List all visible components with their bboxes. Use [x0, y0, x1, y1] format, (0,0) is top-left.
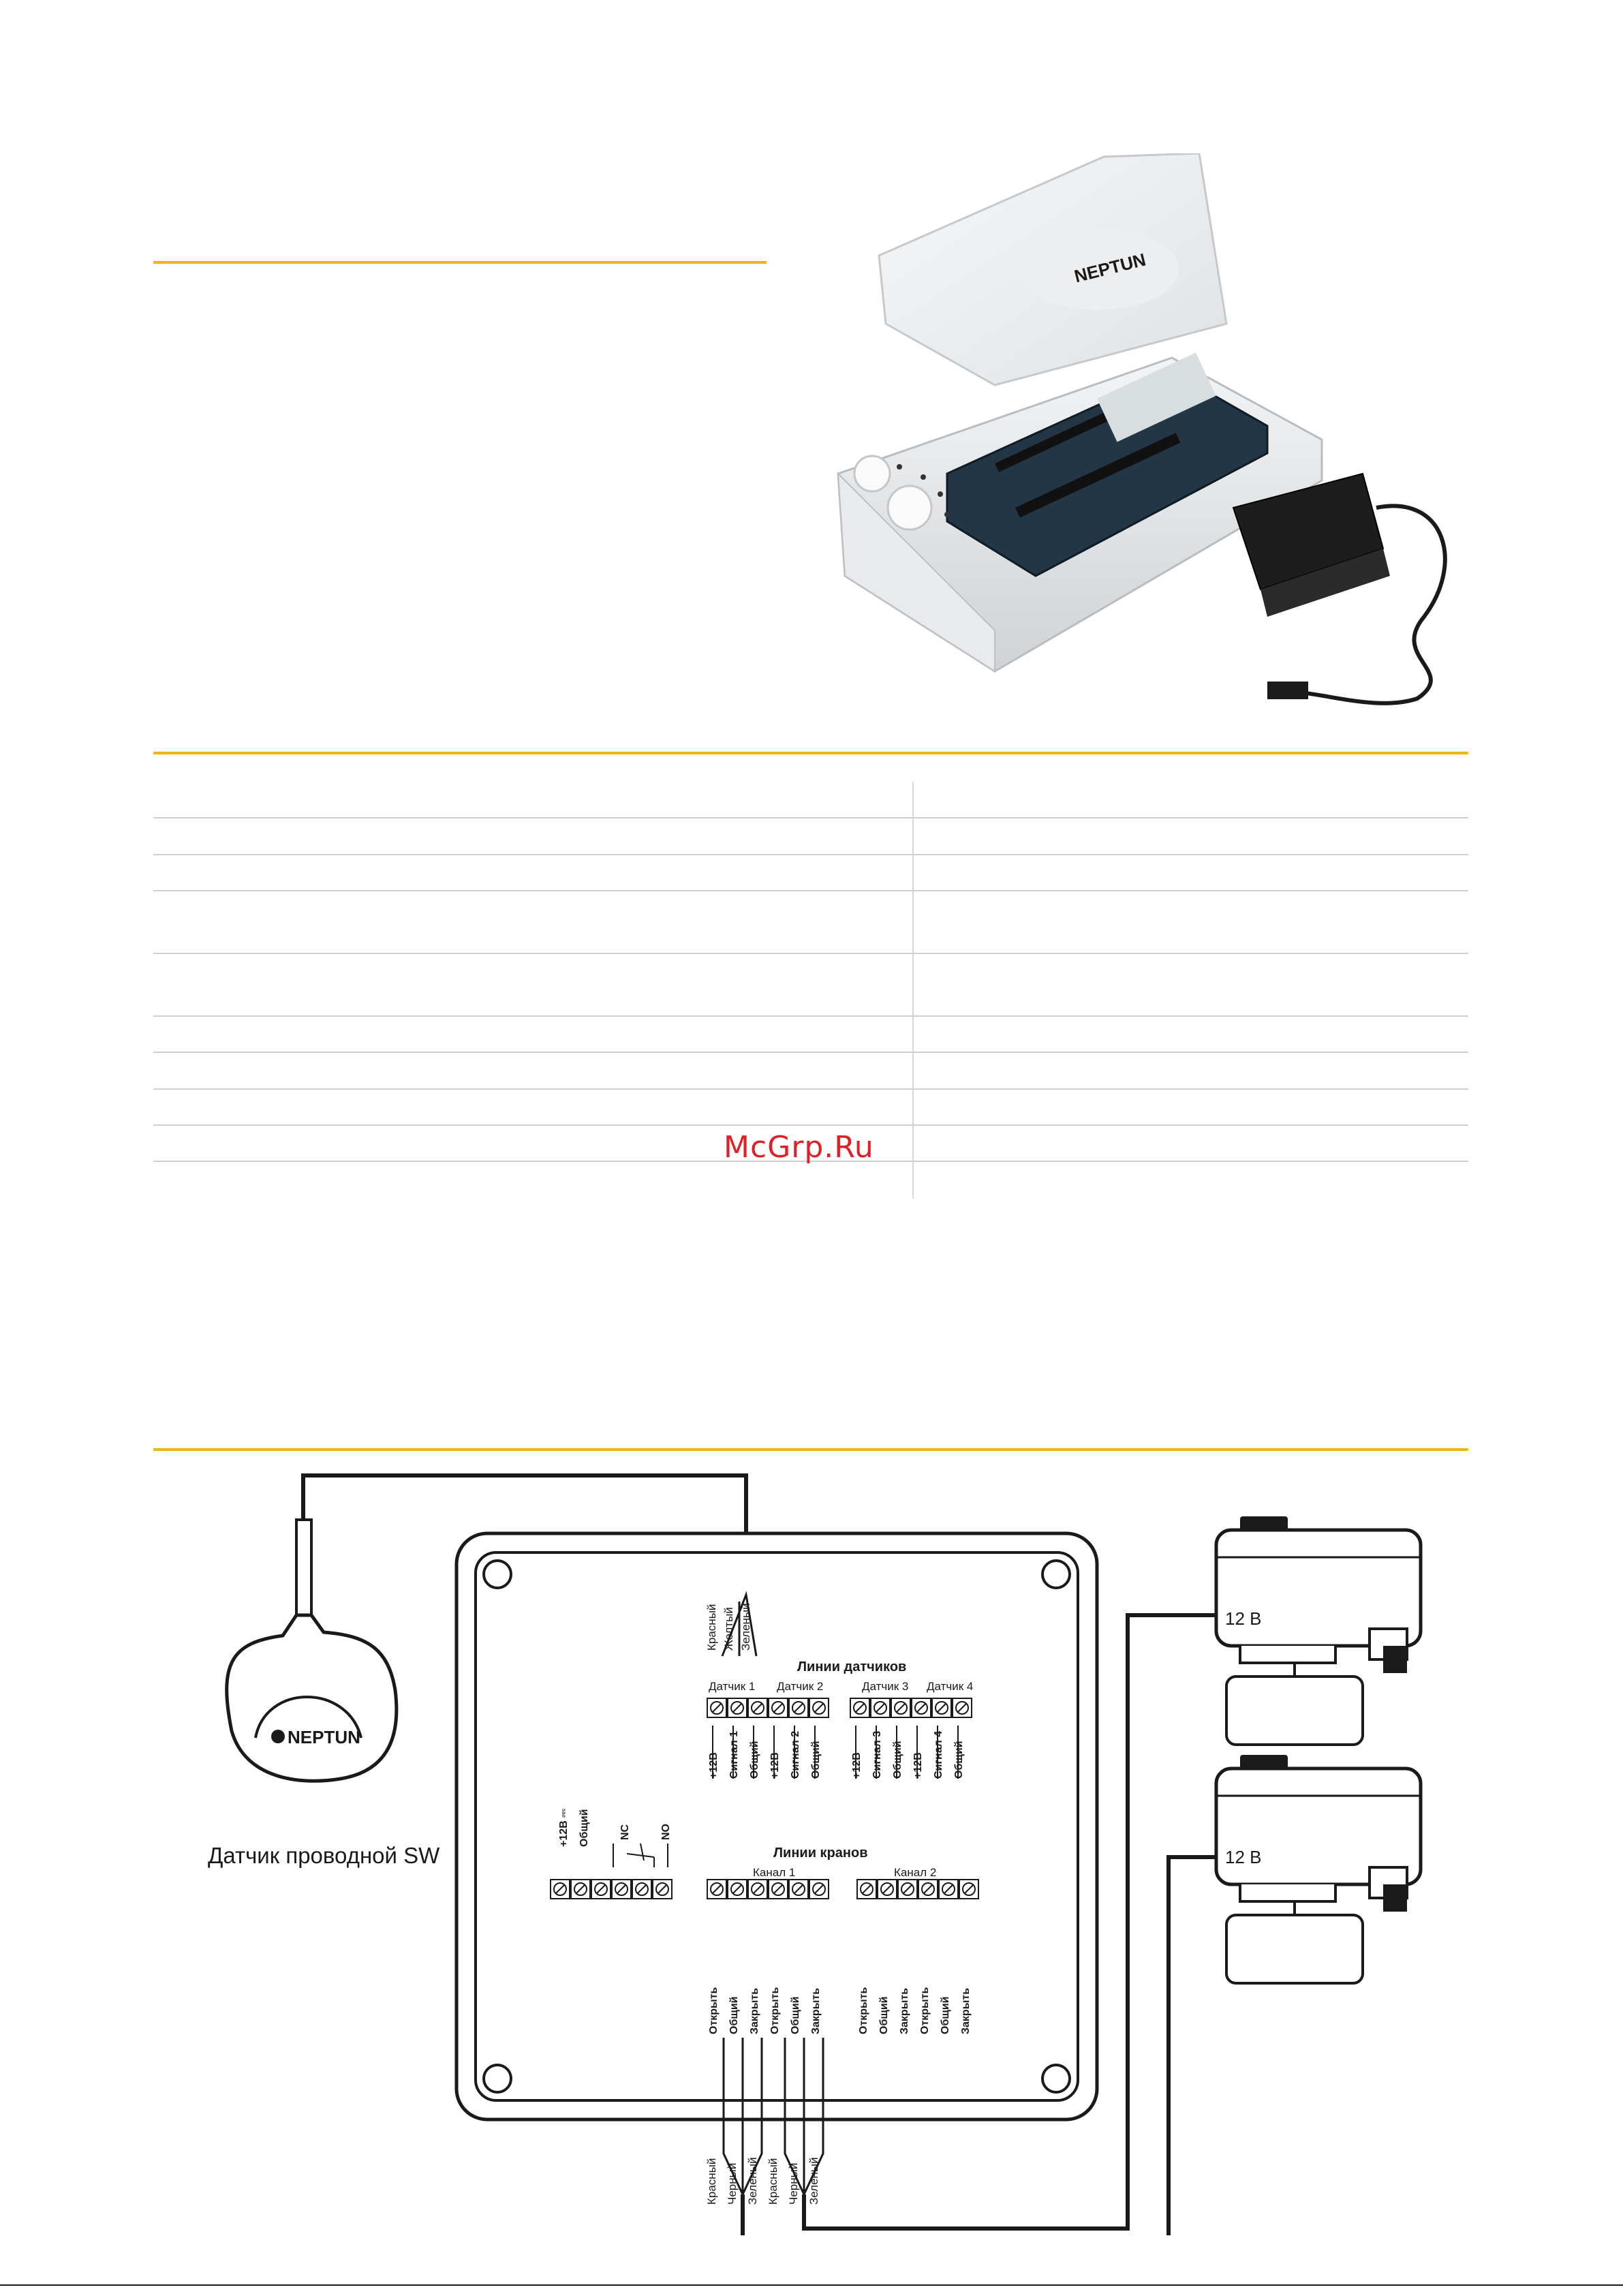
- sensor-terminal-label: Общий: [749, 1741, 760, 1779]
- sensor-terminal-label: Сигнал 4: [933, 1730, 944, 1779]
- valve-terminal-label: Закрыть: [749, 1987, 760, 2034]
- valve-wire-label: Красный: [767, 2158, 779, 2205]
- sensor-name: Датчик 3: [862, 1680, 909, 1693]
- sensor-name: Датчик 2: [777, 1680, 824, 1693]
- valve-lines-title: Линии кранов: [773, 1846, 868, 1861]
- sensor-caption: Датчик проводной SW: [208, 1843, 440, 1868]
- sensor-probe: [227, 1615, 397, 1781]
- section-rule-top: [153, 261, 767, 264]
- button-1: [854, 456, 890, 491]
- valve-actuator-1: [1216, 1516, 1421, 1745]
- valve-terminal-label: Открыть: [708, 1987, 720, 2034]
- spec-table-row-line: [153, 953, 1468, 954]
- spec-table-column-divider: [912, 782, 914, 1199]
- sensor-wire-label: Красный: [705, 1604, 718, 1651]
- sensor-wire-label: Зеленый: [739, 1603, 752, 1651]
- valve-actuator-2: [1216, 1755, 1421, 1983]
- sensor-terminal-label: Общий: [892, 1741, 903, 1779]
- valve-terminal-label: Открыть: [919, 1987, 931, 2034]
- spec-table-row-line: [153, 1052, 1468, 1053]
- power-relay-terminal-block: [551, 1880, 672, 1899]
- relay-label: NO: [660, 1824, 672, 1840]
- section-rule-specs: [153, 752, 1468, 754]
- spec-table-row-line: [153, 1015, 1468, 1017]
- sensor-terminal-label: +12В: [769, 1752, 781, 1779]
- sensor-terminal-label: Сигнал 1: [728, 1730, 740, 1779]
- valve-terminal-label: Общий: [878, 1996, 890, 2034]
- sensor-name: Датчик 4: [927, 1680, 974, 1693]
- sensor-brand: NEPTUN: [288, 1727, 360, 1747]
- valve-voltage: 12 В: [1225, 1847, 1262, 1867]
- valve-wire-label: Черный: [787, 2162, 800, 2205]
- valve-terminal-label: Закрыть: [810, 1987, 822, 2034]
- valve-terminal-label: Общий: [790, 1996, 801, 2034]
- spec-table-row-line: [153, 1124, 1468, 1126]
- sensor-name: Датчик 1: [709, 1680, 756, 1693]
- sensor-wire-label: Желтый: [722, 1607, 735, 1651]
- power-terminal-label: Общий: [578, 1809, 590, 1847]
- valve-terminal-label: Общий: [940, 1996, 951, 2034]
- spec-table-row-line: [153, 1088, 1468, 1090]
- valve-voltage: 12 В: [1225, 1608, 1262, 1629]
- relay-label: NC: [619, 1824, 631, 1840]
- product-photo: [790, 153, 1472, 719]
- spec-table-row-line: [153, 854, 1468, 855]
- valve-terminal-label: Открыть: [858, 1987, 869, 2034]
- valve-terminal-label: Открыть: [769, 1987, 781, 2034]
- sensor-lines-title: Линии датчиков: [797, 1659, 907, 1674]
- valve-wire-label: Зеленый: [746, 2157, 759, 2205]
- sensor-terminal-label: Общий: [810, 1741, 822, 1779]
- sensor-terminal-label: +12В: [708, 1752, 720, 1779]
- watermark: McGrp.Ru: [724, 1130, 874, 1165]
- valve-terminal-label: Закрыть: [960, 1987, 972, 2034]
- sensor-terminal-label: +12В: [851, 1752, 863, 1779]
- section-rule-diagram: [153, 1448, 1468, 1451]
- valve-terminal-label: Общий: [728, 1996, 740, 2034]
- lid-brand: NEPTUN: [1072, 249, 1148, 287]
- sensor-terminal-label: Сигнал 3: [871, 1730, 883, 1779]
- footer-line: [0, 2284, 1623, 2286]
- valve-wire-label: Красный: [705, 2158, 718, 2205]
- sensor-terminal-label: Общий: [953, 1741, 965, 1779]
- valve-wire-label: Черный: [726, 2162, 739, 2205]
- button-2: [888, 486, 931, 530]
- spec-table-row-line: [153, 890, 1468, 891]
- channel-label: Канал 1: [753, 1866, 796, 1879]
- spec-table-row-line: [153, 817, 1468, 818]
- valve-terminal-label: Закрыть: [899, 1987, 910, 2034]
- power-terminal-label: +12В ⎓: [558, 1809, 570, 1847]
- sensor-terminal-label: Сигнал 2: [790, 1730, 801, 1779]
- channel-label: Канал 2: [894, 1866, 937, 1879]
- sensor-terminal-label: +12В: [912, 1752, 924, 1779]
- valve-wire-label: Зеленый: [807, 2157, 820, 2205]
